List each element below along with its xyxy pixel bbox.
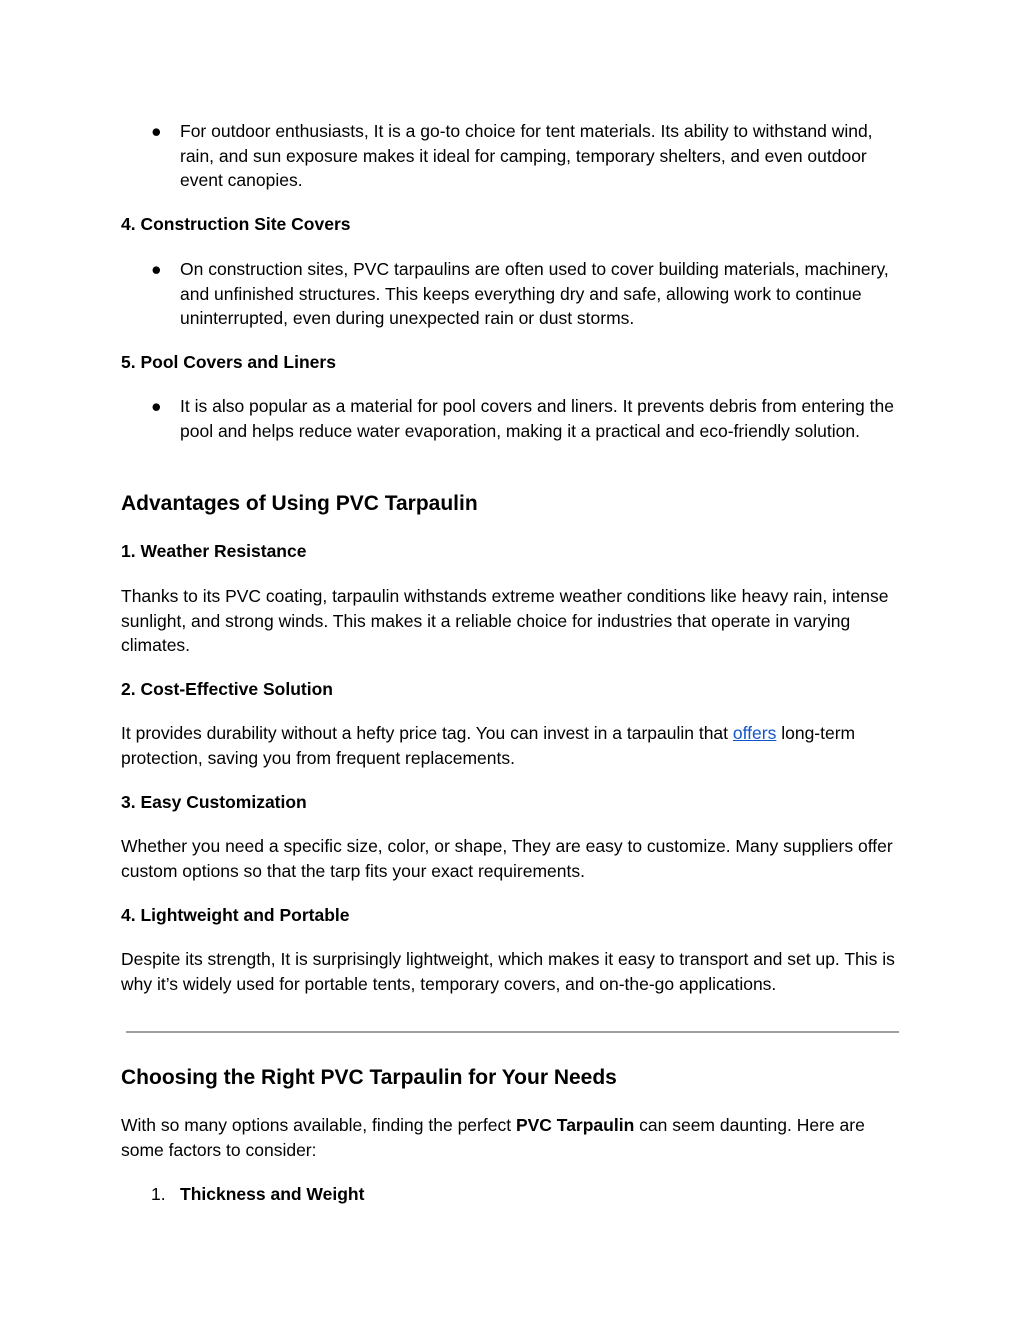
section-heading: 5. Pool Covers and Liners	[121, 352, 336, 372]
section-heading: 4. Construction Site Covers	[121, 214, 351, 234]
list-item: On construction sites, PVC tarpaulins are often used to cover building materials, machinery, and unfinished structures. This keeps everything dry and safe, allowing work to continue uninterrupted, even during unexpected rain or dust storms.	[180, 259, 889, 328]
section-title: Choosing the Right PVC Tarpaulin for Your Needs	[121, 1066, 617, 1089]
subsection-heading: 4. Lightweight and Portable	[121, 905, 350, 925]
list-item: Thickness and Weight	[180, 1184, 365, 1204]
list-item: It is also popular as a material for pool covers and liners. It prevents debris from entering the pool and helps reduce water evaporation, making it a practical and eco-friendly solution.	[180, 396, 894, 441]
bullet-marker: ●	[151, 259, 162, 279]
paragraph: Whether you need a specific size, color, or shape, They are easy to customize. Many suppliers offer custom options so that the tarp fits your exact requirements.	[121, 836, 893, 881]
paragraph-text: can seem daunting. Here are some factors to consider:	[121, 1115, 865, 1160]
section-title: Advantages of Using PVC Tarpaulin	[121, 492, 478, 515]
paragraph	[121, 721, 906, 770]
paragraph-text: long-term protection, saving you from frequent replacements.	[121, 723, 856, 768]
offers-link[interactable]: offers	[732, 723, 777, 743]
paragraph	[121, 1113, 906, 1162]
list-number: 1.	[151, 1184, 166, 1204]
horizontal-rule	[126, 1031, 899, 1033]
subsection-heading: 3. Easy Customization	[121, 792, 307, 812]
bold-term: PVC Tarpaulin	[515, 1115, 635, 1135]
bullet-marker: ●	[151, 396, 162, 416]
subsection-heading: 2. Cost-Effective Solution	[121, 679, 333, 699]
paragraph: Thanks to its PVC coating, tarpaulin withstands extreme weather conditions like heavy rain, intense sunlight, and strong winds. This makes it a reliable choice for industries that operate in varying climates.	[121, 586, 889, 655]
paragraph-text: With so many options available, finding the perfect	[121, 1115, 516, 1135]
list-item: For outdoor enthusiasts, It is a go-to choice for tent materials. Its ability to withstand wind, rain, and sun exposure makes it ideal for camping, temporary shelters, and even outdoor event canopies.	[180, 121, 873, 190]
subsection-heading: 1. Weather Resistance	[121, 541, 307, 561]
bullet-marker: ●	[151, 121, 162, 141]
paragraph-text: It provides durability without a hefty price tag. You can invest in a tarpaulin that	[121, 723, 733, 743]
paragraph: Despite its strength, It is surprisingly lightweight, which makes it easy to transport and set up. This is why it’s widely used for portable tents, temporary covers, and on-the-go applications.	[121, 949, 895, 994]
